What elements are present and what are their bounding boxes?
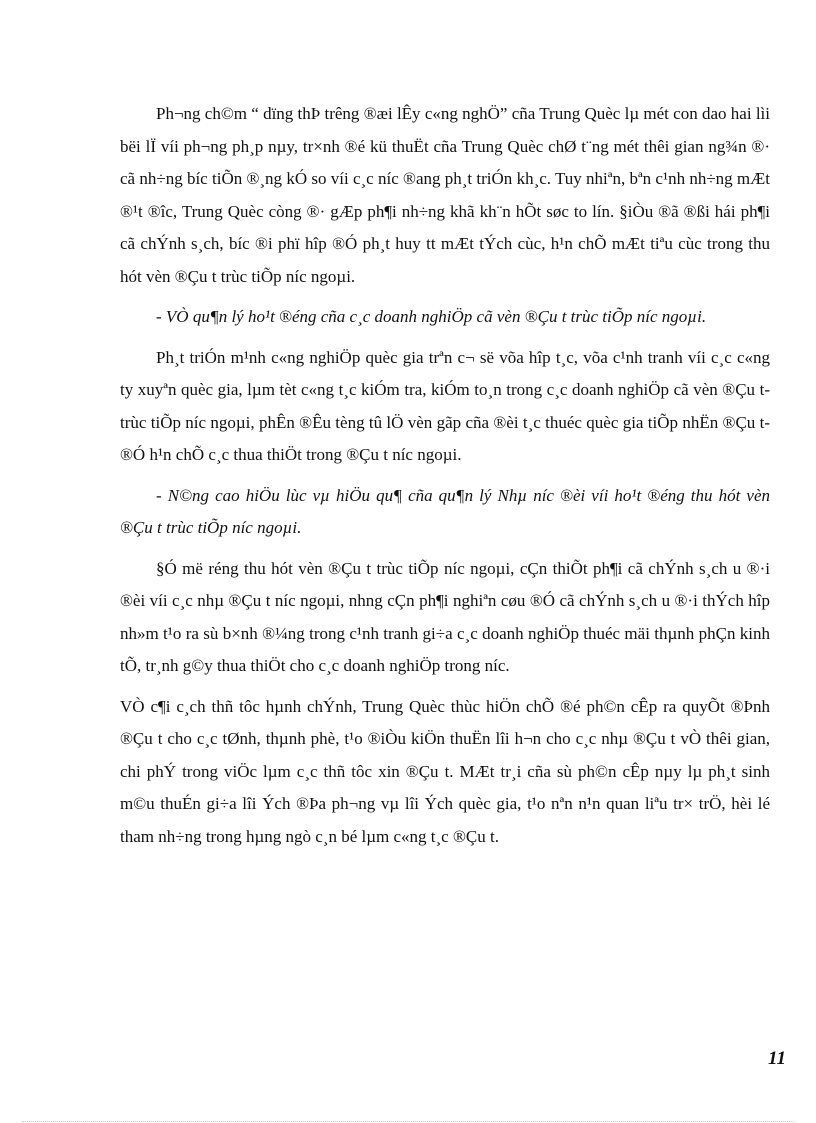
paragraph-market-for-technology: Ph¬ng ch©m “ dïng thÞ trêng ®æi lÊy c«ng nghÖ” cña Trung Quèc lµ mét con dao hai lìi bëi lÏ víi ph¬ng ph¸p nµy, tr×nh ®é kü thuËt cña Trung Quèc chØ t¨ng mét thêi gian ng¾n ®· cã nh÷ng bíc tiÕn ®¸ng kÓ so víi c¸c níc ®ang ph¸t triÓn kh¸c. Tuy nhiªn, bªn c¹nh nh÷ng mÆt ®¹t ®îc, Trung Quèc còng ®· gÆp ph¶i nh÷ng khã kh¨n hÕt søc to lín. §iÒu ®ã ®ßi hái ph¶i cã chÝnh s¸ch, bíc ®i phï hîp ®Ó ph¸t huy tt mÆt tÝch cùc, h¹n chÕ mÆt tiªu cùc trong thu hót vèn ®Çu t trùc tiÕp níc ngoµi. <box>120 104 770 286</box>
body-text <box>120 98 770 853</box>
paragraph-administrative-reform: VÒ c¶i c¸ch thñ tôc hµnh chÝnh, Trung Quèc thùc hiÖn chÕ ®é ph©n cÊp ra quyÕt ®Þnh ®Çu t cho c¸c tØnh, thµnh phè, t¹o ®iÒu kiÖn thuËn lîi h¬n cho c¸c nhµ ®Çu t vÒ thêi gian, chi phÝ trong viÖc lµm c¸c thñ tôc xin ®Çu t. MÆt tr¸i cña sù ph©n cÊp nµy lµ ph¸t sinh m©u thuÉn gi÷a lîi Ých ®Þa ph¬ng vµ lîi Ých quèc gia, t¹o nªn n¹n quan liªu tr× trÖ, hèi lé tham nh÷ng trong hµng ngò c¸n bé lµm c«ng t¸c ®Çu t. <box>120 696 770 846</box>
page-number: 11 <box>768 1048 786 1069</box>
paragraph-incentive-policy: §Ó më réng thu hót vèn ®Çu t trùc tiÕp níc ngoµi, cÇn thiÕt ph¶i cã chÝnh s¸ch u ®·i ®èi víi c¸c nhµ ®Çu t níc ngoµi, nhng cÇn ph¶i nghiªn cøu ®Ó cã chÝnh s¸ch u ®·i thÝch hîp nh»m t¹o ra sù b×nh ®¼ng trong c¹nh tranh gi÷a c¸c doanh nghiÖp thuéc mäi thµnh phÇn kinh tÕ, tr¸nh g©y thua thiÖt cho c¸c doanh nghiÖp trong níc. <box>120 558 770 675</box>
footer-divider <box>22 1121 794 1122</box>
heading-state-management: - N©ng cao hiÖu lùc vµ hiÖu qu¶ cña qu¶n lý Nhµ níc ®èi víi ho¹t ®éng thu hót vèn ®Çu t trùc tiÕp níc ngoµi. <box>120 485 770 537</box>
paragraph-national-industry: Ph¸t triÓn m¹nh c«ng nghiÖp quèc gia trªn c¬ së võa hîp t¸c, võa c¹nh tranh víi c¸c c«ng ty xuyªn quèc gia, lµm tèt c«ng t¸c kiÓm tra, kiÓm to¸n trong c¸c doanh nghiÖp cã vèn ®Çu t trùc tiÕp níc ngoµi, phÊn ®Êu tèng tû lÖ vèn gãp cña ®èi t¸c thuéc quèc gia tiÕp nhËn ®Çu t ®Ó h¹n chÕ c¸c thua thiÖt trong ®Çu t níc ngoµi. <box>120 347 770 464</box>
heading-enterprise-management: - VÒ qu¶n lý ho¹t ®éng cña c¸c doanh nghiÖp cã vèn ®Çu t trùc tiÕp níc ngoµi. <box>156 307 707 326</box>
